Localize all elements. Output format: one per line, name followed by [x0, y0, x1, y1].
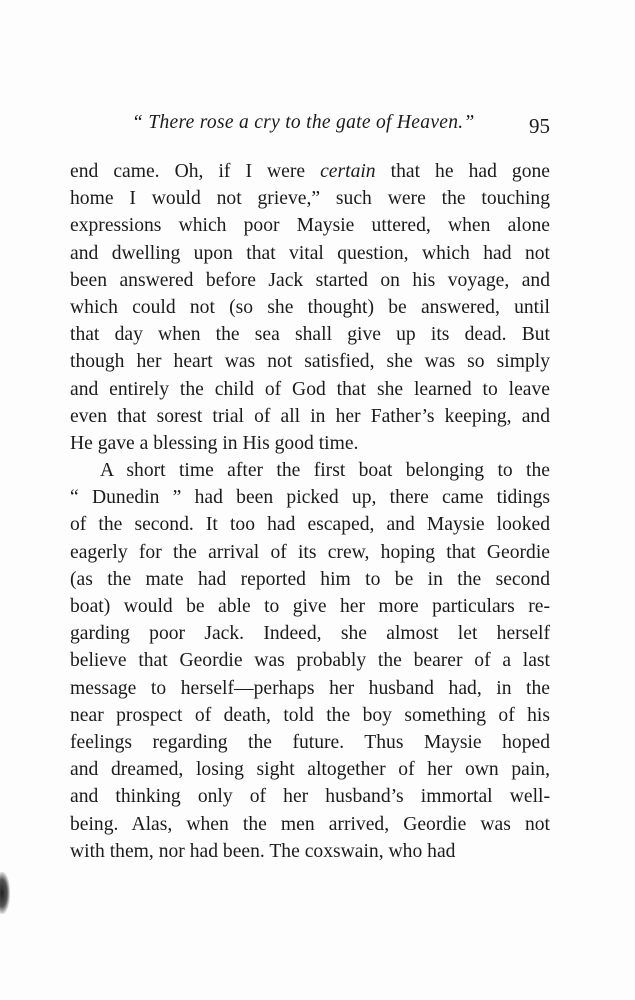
- body-text: [70, 157, 550, 864]
- scan-smudge: [0, 872, 10, 914]
- text-line: (as the mate had reported him to be in the second: [70, 568, 550, 590]
- text-line: which could not (so she thought) be answered, until: [70, 296, 550, 318]
- text-line: even that sorest trial of all in her Father’s keeping, and: [70, 405, 550, 427]
- emphasis: certain: [320, 161, 376, 182]
- text-line: He gave a blessing in His good time.: [70, 432, 359, 454]
- text-line: feelings regarding the future. Thus Maysie hoped: [70, 731, 550, 753]
- text-line: garding poor Jack. Indeed, she almost let herself: [70, 623, 550, 645]
- text-line: message to herself—perhaps her husband had, in the: [70, 677, 550, 699]
- text-line: and thinking only of her husband’s immortal well-: [70, 786, 550, 808]
- text-line: eagerly for the arrival of its crew, hoping that Geordie: [70, 541, 550, 563]
- text-line: being. Alas, when the men arrived, Geordie was not: [70, 813, 550, 835]
- text-line: and entirely the child of God that she learned to leave: [70, 378, 550, 400]
- page-number: 95: [529, 114, 550, 138]
- text-line: “ Dunedin ” had been picked up, there came tidings: [70, 487, 550, 509]
- text-line: home I would not grieve,” such were the touching: [70, 188, 550, 210]
- page-header: [70, 108, 550, 142]
- text-line: of the second. It too had escaped, and Maysie looked: [70, 514, 550, 536]
- text-line: believe that Geordie was probably the bearer of a last: [70, 650, 550, 672]
- running-title: “ There rose a cry to the gate of Heaven.”: [132, 112, 475, 133]
- text-line: and dwelling upon that vital question, which had not: [70, 242, 550, 264]
- text-line: though her heart was not satisfied, she was so simply: [70, 351, 550, 373]
- text-line: that day when the sea shall give up its dead. But: [70, 324, 550, 346]
- text-line: and dreamed, losing sight altogether of her own pain,: [70, 759, 550, 781]
- text-line: with them, nor had been. The coxswain, who had: [70, 840, 456, 862]
- text-line: A short time after the first boat belonging to the: [100, 460, 550, 482]
- text-line: expressions which poor Maysie uttered, when alone: [70, 215, 550, 237]
- text-line: near prospect of death, told the boy something of his: [70, 704, 550, 726]
- text-line: end came. Oh, if I were certain that he had gone: [70, 161, 550, 182]
- text-line: been answered before Jack started on his voyage, and: [70, 269, 550, 291]
- text-line: boat) would be able to give her more particulars re-: [70, 596, 550, 617]
